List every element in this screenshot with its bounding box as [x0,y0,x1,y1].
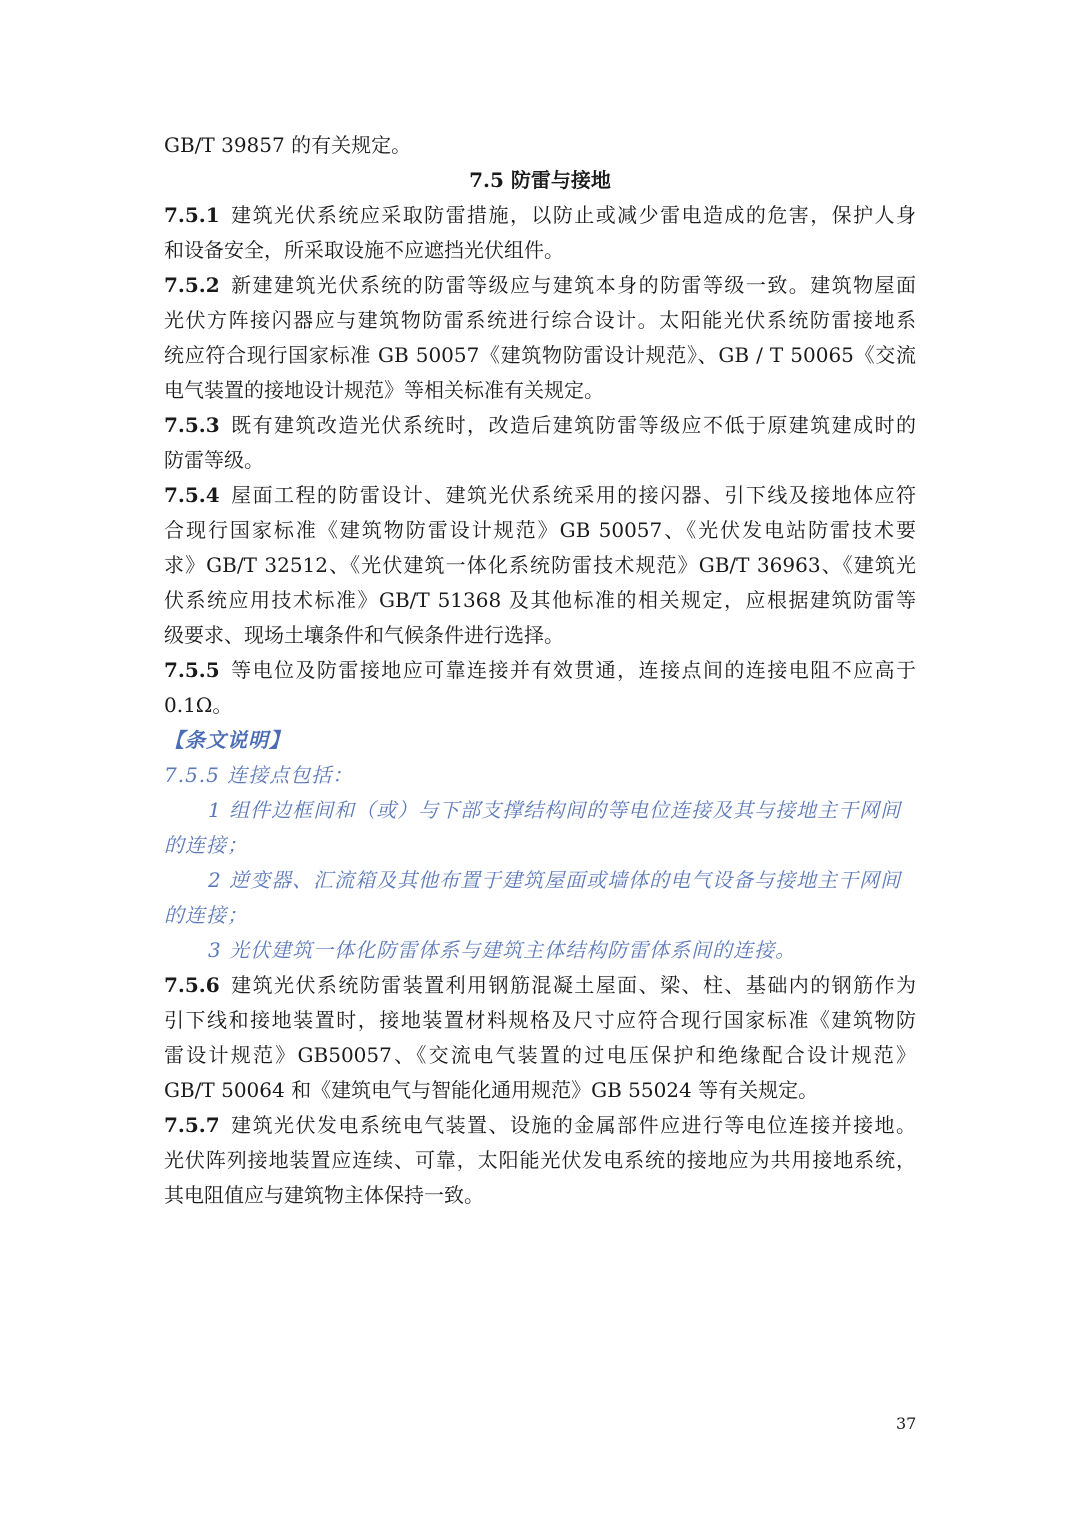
clause-line: 伏系统应用技术标准》GB/T 51368 及其他标准的相关规定，应根据建筑防雷等 [164,588,916,612]
note-item-line: 3 光伏建筑一体化防雷体系与建筑主体结构防雷体系间的连接。 [208,938,797,962]
clause-line: 引下线和接地装置时，接地装置材料规格及尺寸应符合现行国家标准《建筑物防 [164,1008,916,1032]
clause-line: 7.5.4 屋面工程的防雷设计、建筑光伏系统采用的接闪器、引下线及接地体应符 [164,483,916,507]
clause-line: 级要求、现场土壤条件和气候条件进行选择。 [164,623,564,647]
clause-number: 7.5.7 [164,1113,220,1137]
clause-line: 其电阻值应与建筑物主体保持一致。 [164,1183,484,1207]
document-page [164,128,916,1213]
clause-explanation [164,723,916,968]
note-intro: 7.5.5 连接点包括： [164,763,354,787]
clause-line: 光伏阵列接地装置应连续、可靠，太阳能光伏发电系统的接地应为共用接地系统， [164,1148,916,1172]
clause-line: 7.5.3 既有建筑改造光伏系统时，改造后建筑防雷等级应不低于原建筑建成时的 [164,413,916,437]
note-item-line: 的连接； [164,903,248,927]
note-title: 【条文说明】 [164,728,290,752]
clause-line: 光伏方阵接闪器应与建筑物防雷系统进行综合设计。太阳能光伏系统防雷接地系 [164,308,916,332]
clause-line: 7.5.5 等电位及防雷接地应可靠连接并有效贯通，连接点间的连接电阻不应高于 [164,658,916,682]
section-heading: 7.5 防雷与接地 [469,168,611,192]
clause-line: GB/T 50064 和《建筑电气与智能化通用规范》GB 55024 等有关规定。 [164,1078,819,1102]
clause-line: 求》GB/T 32512、《光伏建筑一体化系统防雷技术规范》GB/T 36963、《建筑光 [164,553,916,577]
clause-number: 7.5.5 [164,658,220,682]
clause-line: 雷设计规范》GB50057、《交流电气装置的过电压保护和绝缘配合设计规范》 [164,1043,916,1067]
clause-number: 7.5.1 [164,203,220,227]
clause-7-5-7 [164,1108,916,1213]
clause-number: 7.5.6 [164,973,220,997]
clause-line: 7.5.2 新建建筑光伏系统的防雷等级应与建筑本身的防雷等级一致。建筑物屋面 [164,273,916,297]
clause-line: 合现行国家标准《建筑物防雷设计规范》GB 50057、《光伏发电站防雷技术要 [164,518,916,542]
clause-number: 7.5.2 [164,273,220,297]
clause-line: 统应符合现行国家标准 GB 50057《建筑物防雷设计规范》、GB / T 50065《交流 [164,343,916,367]
clause-number: 7.5.3 [164,413,220,437]
clause-line: 电气装置的接地设计规范》等相关标准有关规定。 [164,378,604,402]
clause-line: 防雷等级。 [164,448,264,472]
intro-line: GB/T 39857 的有关规定。 [164,133,412,157]
clause-7-5-2 [164,268,916,408]
clause-line: 和设备安全，所采取设施不应遮挡光伏组件。 [164,238,564,262]
clause-7-5-6 [164,968,916,1108]
clause-7-5-1 [164,198,916,268]
clause-7-5-3 [164,408,916,478]
clause-line: 7.5.6 建筑光伏系统防雷装置利用钢筋混凝土屋面、梁、柱、基础内的钢筋作为 [164,973,916,997]
clause-line: 0.1Ω。 [164,693,233,717]
note-item-line: 2 逆变器、汇流箱及其他布置于建筑屋面或墙体的电气设备与接地主干网间 [208,868,902,892]
clause-7-5-4 [164,478,916,653]
page-number: 37 [896,1414,917,1433]
clause-line: 7.5.7 建筑光伏发电系统电气装置、设施的金属部件应进行等电位连接并接地。 [164,1113,916,1137]
note-item-line: 1 组件边框间和（或）与下部支撑结构间的等电位连接及其与接地主干网间 [208,798,902,822]
clause-number: 7.5.4 [164,483,220,507]
clause-line: 7.5.1 建筑光伏系统应采取防雷措施，以防止或减少雷电造成的危害，保护人身 [164,203,916,227]
note-item-line: 的连接； [164,833,248,857]
clause-7-5-5 [164,653,916,723]
